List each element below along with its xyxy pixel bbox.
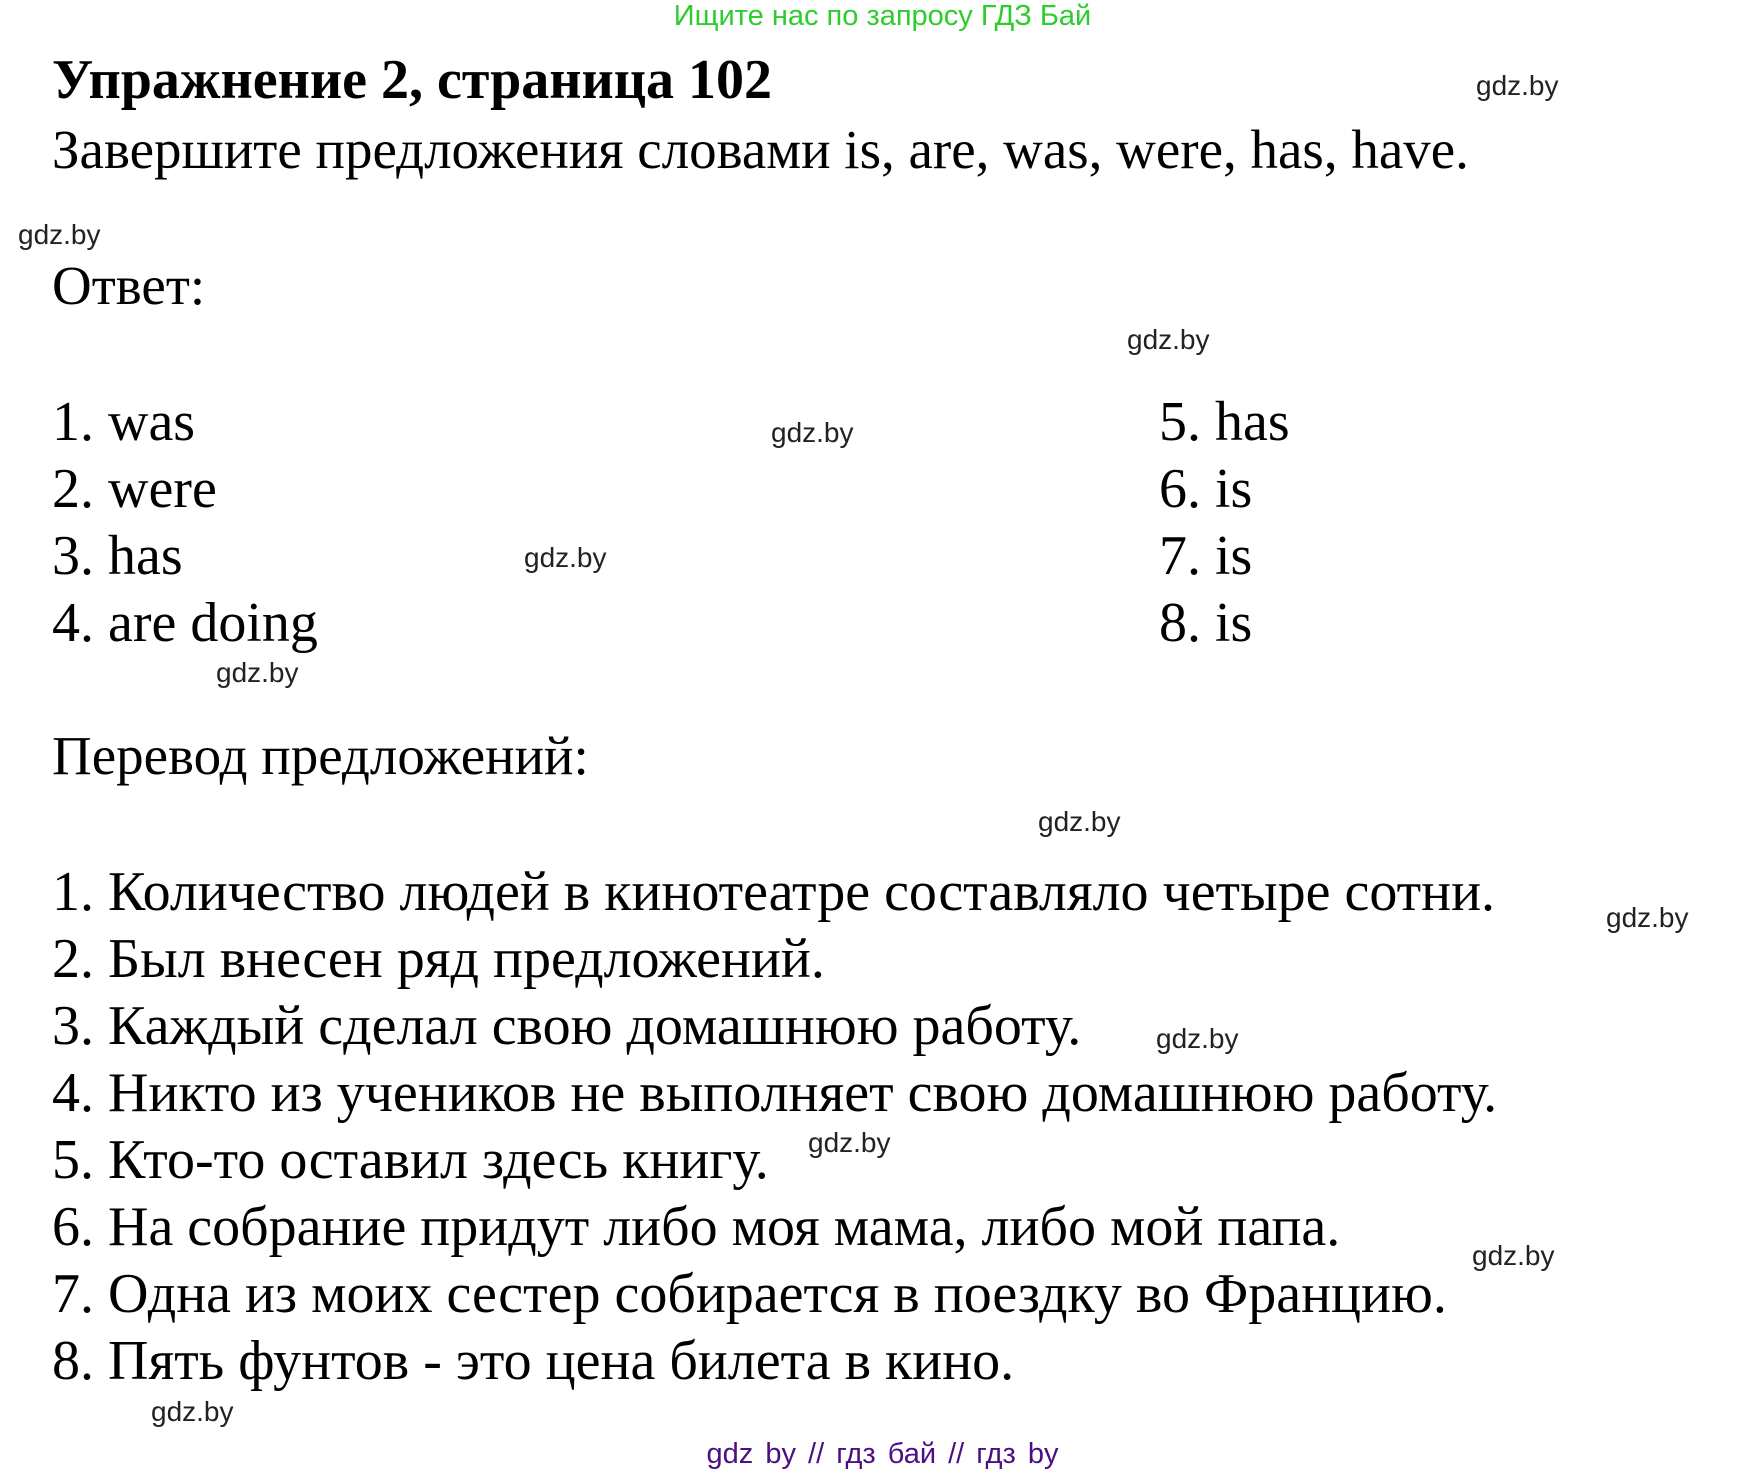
task-text: Завершите предложения словами is, are, was, were, has, have. [52, 119, 1469, 180]
search-banner: Ищите нас по запросу ГДЗ Бай [673, 0, 1092, 32]
answer-item: 3. has [52, 525, 183, 587]
exercise-title: Упражнение 2, страница 102 [52, 49, 773, 111]
translation-item: 8. Пять фунтов - это цена билета в кино. [52, 1330, 1015, 1392]
watermark: gdz.by [1038, 806, 1121, 837]
translation-item: 2. Был внесен ряд предложений. [52, 928, 825, 990]
watermark: gdz.by [524, 542, 607, 573]
answer-item: 8. is [1159, 592, 1253, 654]
watermark: gdz.by [771, 417, 854, 448]
translation-item: 5. Кто-то оставил здесь книгу. [52, 1129, 769, 1191]
translation-item: 4. Никто из учеников не выполняет свою домашнюю работу. [52, 1062, 1498, 1124]
answer-item: 6. is [1159, 458, 1253, 520]
answer-item: 4. are doing [52, 592, 318, 654]
watermark: gdz.by [1156, 1023, 1239, 1054]
footer-links: gdz by // гдз бай // гдз by [706, 1438, 1059, 1470]
answer-item: 5. has [1159, 391, 1290, 453]
translation-item: 1. Количество людей в кинотеатре составляло четыре сотни. [52, 861, 1496, 923]
translation-item: 3. Каждый сделал свою домашнюю работу. [52, 995, 1082, 1057]
answer-item: 2. were [52, 458, 217, 520]
answer-item: 1. was [52, 391, 196, 453]
translation-item: 6. На собрание придут либо моя мама, либо мой папа. [52, 1196, 1341, 1258]
watermark: gdz.by [1606, 902, 1689, 933]
watermark: gdz.by [1476, 70, 1559, 101]
watermark: gdz.by [18, 219, 101, 250]
watermark: gdz.by [1472, 1240, 1555, 1271]
watermark: gdz.by [151, 1396, 234, 1427]
watermark: gdz.by [216, 657, 299, 688]
answer-label: Ответ: [52, 255, 206, 316]
watermark: gdz.by [808, 1127, 891, 1158]
translation-item: 7. Одна из моих сестер собирается в поездку во Францию. [52, 1263, 1447, 1325]
translation-label: Перевод предложений: [52, 725, 589, 786]
watermark: gdz.by [1127, 324, 1210, 355]
answer-item: 7. is [1159, 525, 1253, 587]
